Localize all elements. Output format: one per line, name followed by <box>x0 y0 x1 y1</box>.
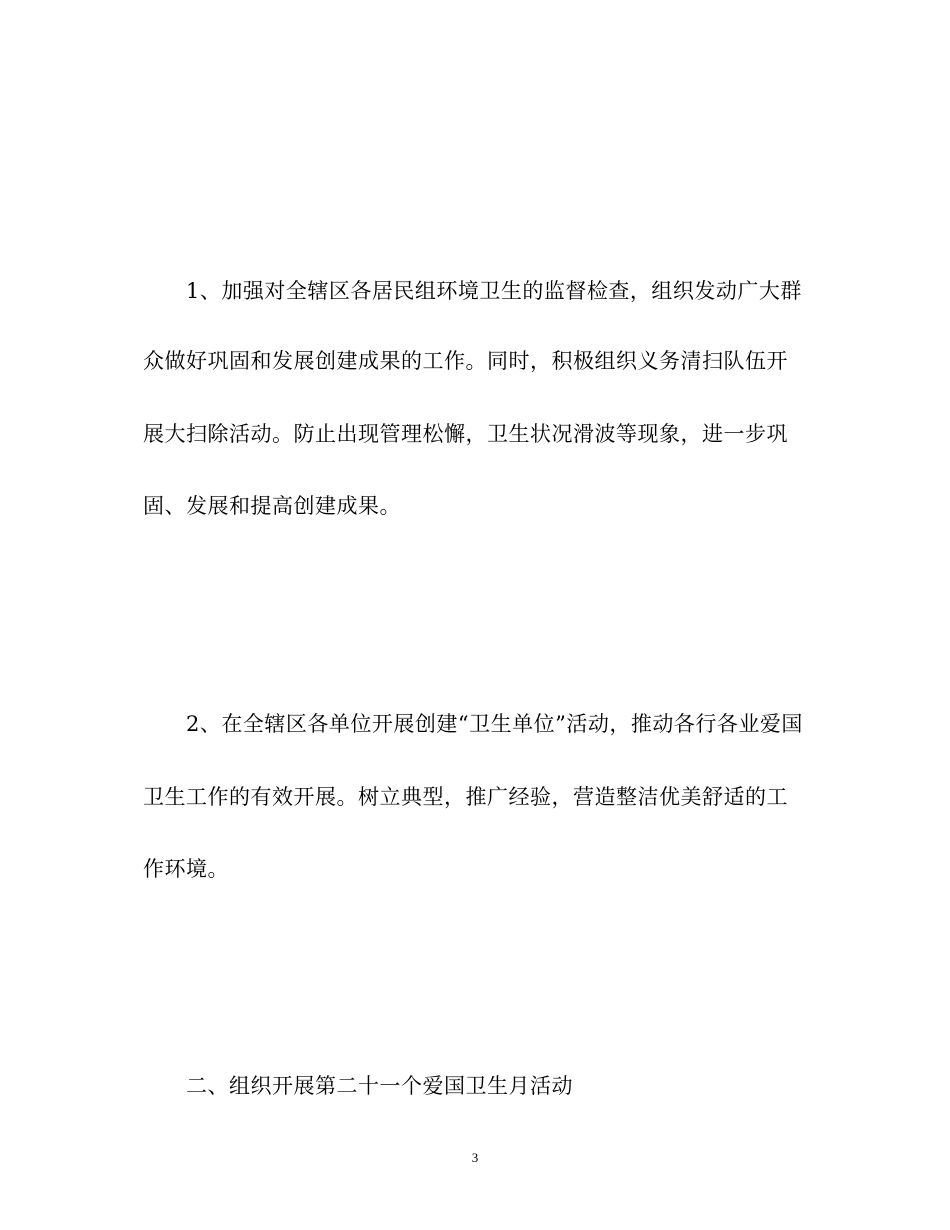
paragraph-1-line-4: 固、发展和提高创建成果。 <box>143 494 401 518</box>
paragraph-2-line-2: 卫生工作的有效开展。树立典型，推广经验，营造整洁优美舒适的工 <box>143 785 788 809</box>
paragraph-2-line-3: 作环境。 <box>143 857 229 881</box>
paragraph-1-line-1: 1、加强对全辖区各居民组环境卫生的监督检查，组织发动广大群 <box>186 279 802 303</box>
paragraph-2-line-1: 2、在全辖区各单位开展创建“卫生单位”活动，推动各行各业爱国 <box>186 712 803 736</box>
page-number: 3 <box>471 1150 479 1165</box>
paragraph-1-line-3: 展大扫除活动。防止出现管理松懈，卫生状况滑波等现象，进一步巩 <box>143 422 788 446</box>
section-heading: 二、组织开展第二十一个爱国卫生月活动 <box>186 1074 573 1098</box>
paragraph-1-line-2: 众做好巩固和发展创建成果的工作。同时，积极组织义务清扫队伍开 <box>143 349 788 373</box>
